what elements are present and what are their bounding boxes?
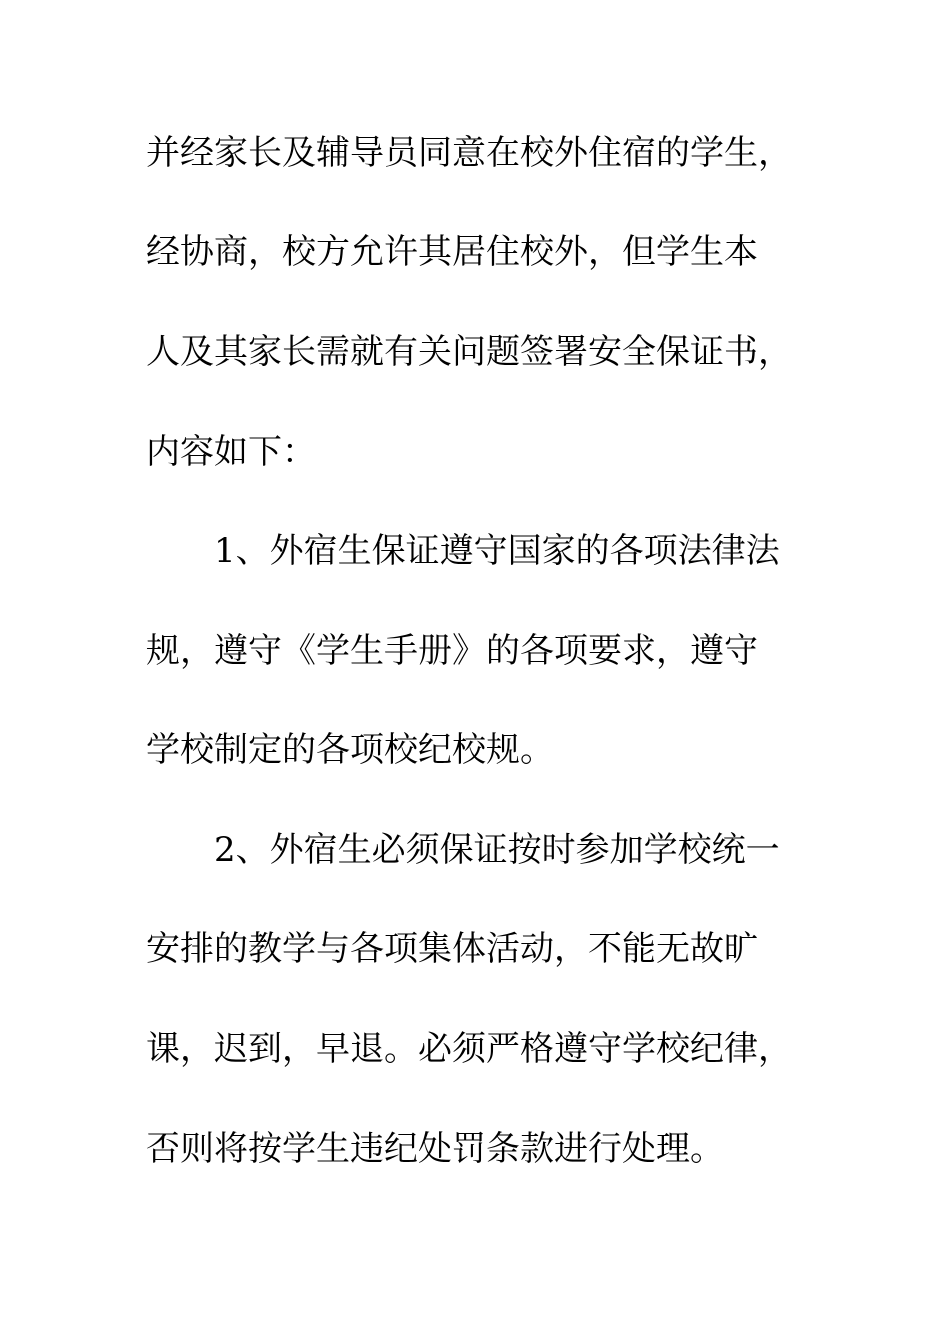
paragraph-line: 经协商，校方允许其居住校外，但学生本: [146, 232, 758, 272]
list-item-2-line: 课，迟到，早退。必须严格遵守学校纪律，: [146, 1029, 792, 1069]
list-item-1-line: 1、外宿生保证遵守国家的各项法律法: [214, 531, 780, 571]
list-item-2-line: 安排的教学与各项集体活动，不能无故旷: [146, 929, 758, 969]
list-item-1-line: 学校制定的各项校纪校规。: [146, 730, 554, 770]
paragraph-line: 人及其家长需就有关问题签署安全保证书，: [146, 332, 792, 372]
paragraph-line: 并经家长及辅导员同意在校外住宿的学生，: [146, 133, 792, 173]
list-item-2-line: 2、外宿生必须保证按时参加学校统一: [214, 830, 780, 870]
list-item-1-line: 规，遵守《学生手册》的各项要求，遵守: [146, 631, 758, 671]
list-item-2-line: 否则将按学生违纪处罚条款进行处理。: [146, 1129, 724, 1169]
paragraph-line: 内容如下：: [146, 432, 316, 472]
